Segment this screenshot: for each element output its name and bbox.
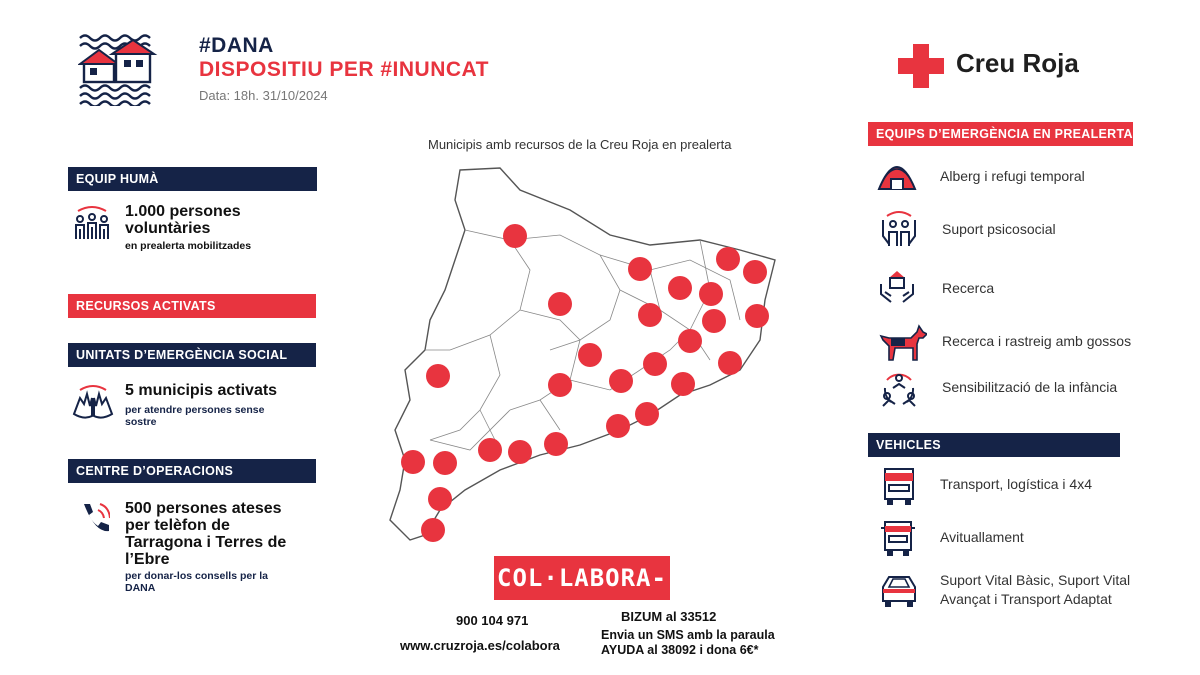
vehicles-bar: VEHICLES bbox=[868, 433, 1120, 457]
map-marker bbox=[503, 224, 527, 248]
donation-phone: 900 104 971 bbox=[456, 613, 529, 628]
volunteers-icon bbox=[72, 203, 112, 243]
vehicle-label-0: Transport, logística i 4x4 bbox=[940, 476, 1092, 492]
catalonia-map bbox=[370, 160, 790, 550]
map-marker bbox=[609, 369, 633, 393]
map-marker bbox=[716, 247, 740, 271]
header-tag: #DANA bbox=[199, 34, 274, 57]
donation-web[interactable]: www.cruzroja.es/colabora bbox=[400, 638, 560, 653]
ambulance-icon bbox=[879, 573, 919, 609]
municipis-activats: 5 municipis activats bbox=[125, 382, 278, 399]
map-title: Municipis amb recursos de la Creu Roja en prealerta bbox=[428, 137, 732, 152]
brand-name: Creu Roja bbox=[956, 48, 1079, 78]
red-cross-icon bbox=[898, 44, 944, 88]
map-marker bbox=[478, 438, 502, 462]
map-marker bbox=[671, 372, 695, 396]
search-rescue-icon bbox=[877, 266, 917, 306]
map-marker bbox=[718, 351, 742, 375]
flood-house-logo bbox=[78, 30, 158, 106]
sms-info: Envia un SMS amb la paraula AYUDA al 38092 i dona 6€* bbox=[601, 628, 775, 657]
childhood-icon bbox=[879, 368, 919, 408]
map-marker bbox=[668, 276, 692, 300]
equip-label-4: Sensibilització de la infància bbox=[942, 379, 1118, 395]
map-marker bbox=[702, 309, 726, 333]
map-marker bbox=[643, 352, 667, 376]
dog-icon bbox=[875, 322, 927, 362]
persones-ateses: 500 persones ateses per telèfon de Tarragona i Terres de l’Ebre bbox=[125, 500, 287, 568]
volunteers-count: 1.000 persones voluntàries bbox=[125, 203, 241, 237]
psychosocial-icon bbox=[879, 208, 919, 248]
map-marker bbox=[433, 451, 457, 475]
header-date: Data: 18h. 31/10/2024 bbox=[199, 88, 328, 103]
map-marker bbox=[508, 440, 532, 464]
truck-icon bbox=[881, 465, 917, 507]
map-marker bbox=[548, 292, 572, 316]
map-marker bbox=[606, 414, 630, 438]
map-marker bbox=[745, 304, 769, 328]
map-marker bbox=[401, 450, 425, 474]
equip-label-2: Recerca bbox=[942, 280, 995, 296]
map-marker bbox=[548, 373, 572, 397]
map-marker bbox=[428, 487, 452, 511]
map-marker bbox=[421, 518, 445, 542]
unitats-emergencia-bar: UNITATS D’EMERGÈNCIA SOCIAL bbox=[68, 343, 316, 367]
map-marker bbox=[628, 257, 652, 281]
map-marker bbox=[544, 432, 568, 456]
map-marker bbox=[635, 402, 659, 426]
hands-icon bbox=[70, 384, 116, 424]
header-subtitle: DISPOSITIU PER #INUNCAT bbox=[199, 58, 489, 81]
vehicle-label-1: Avituallament bbox=[940, 529, 1024, 545]
supply-truck-icon bbox=[879, 518, 917, 558]
map-marker bbox=[743, 260, 767, 284]
collabora-button[interactable]: COL·LABORA-HI bbox=[494, 556, 670, 600]
equip-huma-bar: EQUIP HUMÀ bbox=[68, 167, 317, 191]
centre-operacions-bar: CENTRE D’OPERACIONS bbox=[68, 459, 316, 483]
persones-ateses-note: per donar-los consells per la DANA bbox=[125, 570, 268, 594]
map-marker bbox=[678, 329, 702, 353]
bizum-info: BIZUM al 33512 bbox=[621, 609, 717, 624]
equips-emergencia-bar: EQUIPS D’EMERGÈNCIA EN PREALERTA bbox=[868, 122, 1133, 146]
shelter-icon bbox=[877, 157, 917, 191]
vehicle-label-2: Suport Vital Bàsic, Suport Vital Avançat i Transport Adaptat bbox=[940, 572, 1131, 607]
recursos-activats-bar: RECURSOS ACTIVATS bbox=[68, 294, 316, 318]
map-marker bbox=[578, 343, 602, 367]
equip-label-0: Alberg i refugi temporal bbox=[940, 168, 1085, 184]
phone-icon bbox=[78, 500, 110, 536]
municipis-note: per atendre persones sense sostre bbox=[125, 404, 265, 428]
map-marker bbox=[426, 364, 450, 388]
map-marker bbox=[638, 303, 662, 327]
equip-label-3: Recerca i rastreig amb gossos bbox=[942, 333, 1132, 349]
equip-label-1: Suport psicosocial bbox=[942, 221, 1056, 237]
map-marker bbox=[699, 282, 723, 306]
volunteers-note: en prealerta mobilitzades bbox=[125, 240, 252, 252]
